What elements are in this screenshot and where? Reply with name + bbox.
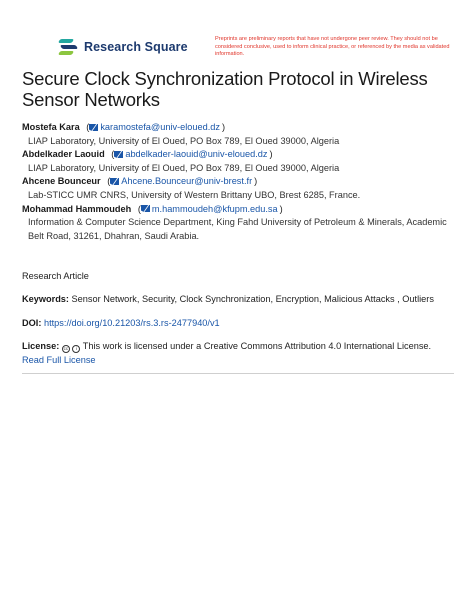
doi — [22, 317, 462, 331]
keywords — [22, 293, 462, 307]
author-email-link[interactable]: karamostefa@univ-eloued.dz — [100, 122, 220, 132]
license-label: License: — [22, 341, 60, 351]
author-entry — [22, 121, 462, 148]
author-name: Mohammad Hammoudeh — [22, 203, 132, 214]
envelope-icon — [110, 178, 119, 185]
divider — [22, 373, 454, 374]
paren-open: ( — [86, 122, 90, 132]
author-name: Mostefa Kara — [22, 122, 80, 132]
author-list — [22, 121, 462, 243]
paren-close: ) — [254, 176, 258, 187]
author-email-link[interactable]: abdelkader-laouid@univ-eloued.dz — [125, 149, 268, 160]
article-type: Research Article — [22, 271, 89, 281]
author-name: Abdelkader Laouid — [22, 149, 105, 160]
author-affiliation: Lab-STICC UMR CNRS, University of Western Brittany UBO, Brest 6285, France. — [28, 189, 361, 200]
author-affiliation: LIAP Laboratory, University of El Oued, PO Box 789, El Oued 39000, Algeria — [28, 162, 340, 173]
paren-close: ) — [221, 122, 226, 132]
author-name: Ahcene Bounceur — [22, 176, 101, 187]
research-square-logo[interactable] — [57, 38, 188, 56]
envelope-icon — [89, 124, 98, 131]
author-affiliation: LIAP Laboratory, University of El Oued, PO Box 789, El Oued 39000, Algeria — [28, 135, 340, 146]
paren-open: ( — [107, 176, 111, 187]
keywords-label: Keywords: — [22, 294, 69, 304]
attribution-icon: i — [72, 345, 80, 353]
envelope-icon — [141, 205, 150, 212]
read-full-license-link[interactable]: Read Full License — [22, 354, 96, 365]
doi-label: DOI: — [22, 318, 42, 328]
research-square-logo-icon — [57, 38, 79, 56]
author-email-link[interactable]: m.hammoudeh@kfupm.edu.sa — [151, 203, 278, 214]
envelope-icon — [114, 151, 123, 158]
author-affiliation: Information & Computer Science Department, King Fahd University of Petroleum & Minerals, Academic Belt Road, 31261, Dhahran, Saudi Arabia. — [28, 217, 447, 241]
creative-commons-icon: cc — [63, 345, 69, 351]
license — [22, 340, 462, 367]
logo-text: Research Square — [84, 40, 188, 54]
paren-open: ( — [111, 149, 115, 160]
keywords-value: Sensor Network, Security, Clock Synchronization, Encryption, Malicious Attacks , Outliers — [71, 294, 434, 304]
paren-close: ) — [269, 149, 273, 160]
author-entry — [22, 175, 462, 202]
author-entry — [22, 203, 462, 244]
paper-title: Secure Clock Synchronization Protocol in Wireless Sensor Networks — [22, 68, 428, 110]
author-email-link[interactable]: Ahcene.Bounceur@univ-brest.fr — [121, 176, 253, 187]
license-text: This work is licensed under a Creative Commons Attribution 4.0 International License. — [82, 341, 432, 351]
doi-link[interactable]: https://doi.org/10.21203/rs.3.rs-2477940/v1 — [43, 318, 220, 328]
paren-close: ) — [279, 203, 283, 214]
author-entry — [22, 148, 462, 175]
header — [57, 35, 450, 65]
preprint-disclaimer: Preprints are preliminary reports that have not undergone peer review. They should not be considered conclusive, used to inform clinical practice, or referenced by the media as validated information. — [215, 36, 450, 57]
paren-open: ( — [137, 203, 141, 214]
